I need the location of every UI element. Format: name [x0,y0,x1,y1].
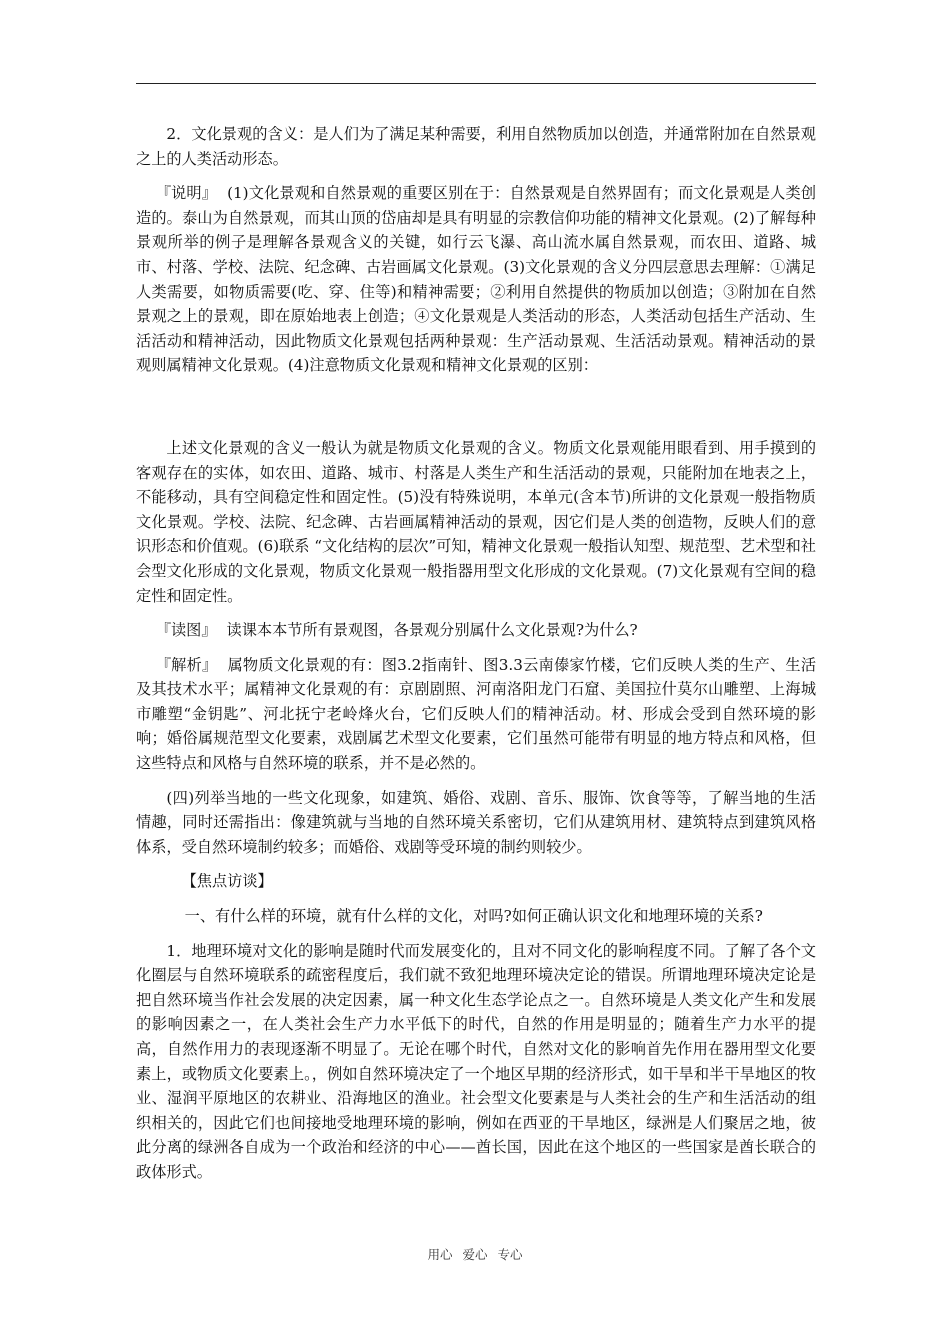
read-figure-text: 读课本本节所有景观图，各景观分别属什么文化景观?为什么? [226,621,638,640]
blank-gap [136,378,816,436]
paragraph-definition: 2．文化景观的含义：是人们为了满足某种需要，利用自然物质加以创造，并通常附加在自然景观之上的人类活动形态。 [136,125,816,168]
header-rule [136,83,816,84]
explanation-label: 『说明』 [155,184,218,203]
paragraph-read-figure [136,618,816,643]
paragraph-local-culture: (四)列举当地的一些文化现象，如建筑、婚俗、戏剧、音乐、服饰、饮食等等，了解当地的生活情趣，同时还需指出：像建筑就与当地的自然环境关系密切，它们从建筑用材、建筑特点到建筑风格体系，受自然环境制约较多；而婚俗、戏剧等受环境的制约则较少。 [136,788,816,856]
paragraph-material-landscape: 上述文化景观的含义一般认为就是物质文化景观的含义。物质文化景观能用眼看到、用手摸到的客观存在的实体，如农田、道路、城市、村落是人类生产和生活活动的景观，只能附加在地表之上，不能移动，具有空间稳定性和固定性。(5)没有特殊说明，本单元(含本节)所讲的文化景观一般指物质文化景观。学校、法院、纪念碑、古岩画属精神活动的景观，因它们是人类的创造物，反映人们的意识形态和价值观。(6)联系 “文化结构的层次”可知，精神文化景观一般指认知型、规范型、艺术型和社会型文化形成的文化景观，物质文化景观一般指器用型文化形成的文化景观。(7)文化景观有空间的稳定性和固定性。 [136,438,816,605]
paragraph-question: 一、有什么样的环境，就有什么样的文化，对吗?如何正确认识文化和地理环境的关系? [184,907,763,926]
paragraph-environment-influence: 1．地理环境对文化的影响是随时代而发展变化的，且对不同文化的影响程度不同。了解了各个文化圈层与自然环境联系的疏密程度后，我们就不致犯地理环境决定论的错误。所谓地理环境决定论是把自然环境当作社会发展的决定因素，属一种文化生态学论点之一。自然环境是人类文化产生和发展的影响因素之一，在人类社会生产力水平低下的时代，自然的作用是明显的；随着生产力水平的提高，自然作用力的表现逐渐不明显了。无论在哪个时代，自然对文化的影响首先作用在器用型文化要素上，或物质文化要素上。，例如自然环境决定了一个地区早期的经济形式，如干旱和半干旱地区的牧业、湿润平原地区的农耕业、沿海地区的渔业。社会型文化要素是与人类社会的生产和生活活动的组织相关的，因此它们也间接地受地理环境的影响，例如在西亚的干旱地区，绿洲是人们聚居之地，彼此分离的绿洲各自成为一个政治和经济的中心——酋长国，因此在这个地区的一些国家是酋长联合的政体形式。 [136,941,816,1181]
page-footer: 用心 爱心 专心 [427,1247,523,1262]
paragraph-analysis [136,653,816,776]
explanation-text: (1)文化景观和自然景观的重要区别在于：自然景观是自然界固有；而文化景观是人类创造的。泰山为自然景观，而其山顶的岱庙却是具有明显的宗教信仰功能的精神文化景观。(2)了解每种景观所举的例子是理解各景观含义的关键，如行云飞瀑、高山流水属自然景观，而农田、道路、城市、村落、学校、法院、纪念碑、古岩画属文化景观。(3)文化景观的含义分四层意思去理解：①满足人类需要，如物质需要(吃、穿、住等)和精神需要；②利用自然提供的物质加以创造；③附加在自然景观之上的景观，即在原始地表上创造；④文化景观是人类活动的形态，人类活动包括生产活动、生活活动和精神活动，因此物质文化景观包括两种景观：生产活动景观、生活活动景观。精神活动的景观则属精神文化景观。(4)注意物质文化景观和精神文化景观的区别： [136,184,817,375]
section-heading-focus: 【焦点访谈】 [181,872,273,891]
paragraph-explanation [136,181,816,378]
read-figure-label: 『读图』 [155,621,217,640]
analysis-label: 『解析』 [155,655,218,674]
analysis-text: 属物质文化景观的有：图3.2指南针、图3.3云南傣家竹楼，它们反映人类的生产、生活及其技术水平；属精神文化景观的有：京剧剧照、河南洛阳龙门石窟、美国拉什莫尔山雕塑、上海城市雕塑“金钥匙”、河北抚宁老岭烽火台，它们反映人们的精神活动。材、形成会受到自然环境的影响；婚俗属规范型文化要素，戏剧属艺术型文化要素，它们虽然可能带有明显的地方特点和风格，但这些特点和风格与自然环境的联系，并不是必然的。 [136,655,817,773]
document-body [136,122,816,1185]
